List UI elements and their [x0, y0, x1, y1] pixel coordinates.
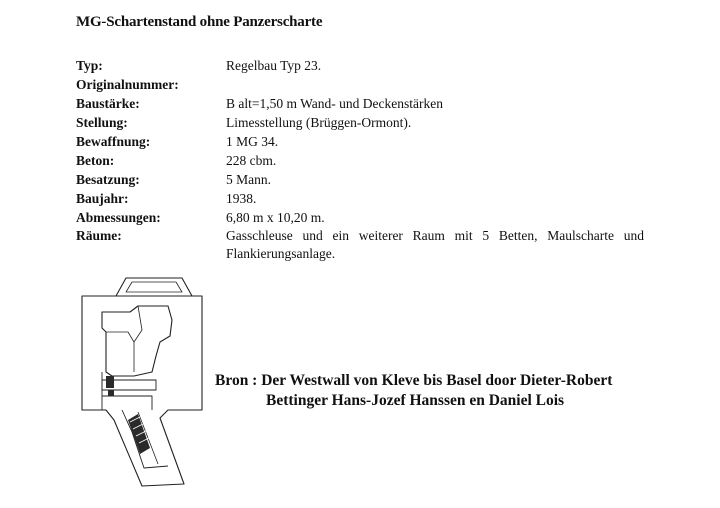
field-value: Regelbau Typ 23.	[226, 58, 322, 73]
plan-gas-lock	[106, 376, 114, 388]
field-value: 1938.	[226, 191, 257, 206]
field-label: Baujahr:	[76, 191, 129, 206]
field-label: Baustärke:	[76, 96, 140, 111]
document-title: MG-Schartenstand ohne Panzerscharte	[76, 14, 323, 30]
field-label: Typ:	[76, 58, 103, 73]
source-line-2: Bettinger Hans-Jozef Hanssen en Daniel Lois	[266, 392, 565, 409]
field-value: Limesstellung (Brüggen-Ormont).	[226, 115, 412, 130]
field-label: Räume:	[76, 228, 122, 243]
plan-outer-wall	[82, 296, 202, 486]
field-value: B alt=1,50 m Wand- und Deckenstärken	[226, 96, 443, 111]
field-label: Beton:	[76, 153, 115, 168]
source-line-1: Bron : Der Westwall von Kleve bis Basel door Dieter-Robert	[215, 372, 613, 389]
bunker-floor-plan	[72, 272, 222, 494]
field-label: Bewaffnung:	[76, 134, 151, 149]
field-label: Abmessungen:	[76, 210, 161, 225]
field-value: 1 MG 34.	[226, 134, 279, 149]
field-label: Originalnummer:	[76, 77, 179, 92]
field-label: Stellung:	[76, 115, 128, 130]
plan-embrasure-cap	[116, 278, 192, 296]
field-label: Besatzung:	[76, 172, 140, 187]
field-value: 6,80 m x 10,20 m.	[226, 210, 325, 225]
plan-inner-room	[102, 306, 172, 376]
field-value: Gasschleuse und ein weiterer Raum mit 5 Betten, Maulscharte und Flankierungsanlage.	[226, 228, 644, 261]
field-value: 228 cbm.	[226, 153, 277, 168]
field-value: 5 Mann.	[226, 172, 271, 187]
